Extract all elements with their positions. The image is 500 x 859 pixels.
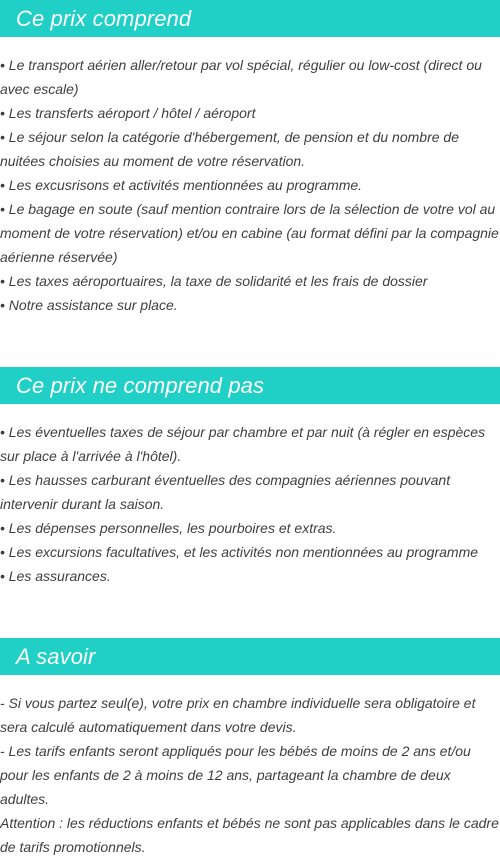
list-item: Attention : les réductions enfants et bébés ne sont pas applicables dans le cadre de tarifs promotionnels. (0, 815, 499, 855)
list-item: - Si vous partez seul(e), votre prix en chambre individuelle sera obligatoire et sera calculé automatiquement dans votre devis. (0, 695, 476, 735)
list-item: • Le séjour selon la catégorie d'hébergement, de pension et du nombre de nuitées choisies au moment de votre réservation. (0, 129, 459, 169)
list-item: • Les excursions facultatives, et les activités non mentionnées au programme (0, 544, 479, 560)
section-header-included (0, 0, 500, 37)
list-item: • Les dépenses personnelles, les pourboires et extras. (0, 520, 337, 536)
section-title-not-included: Ce prix ne comprend pas (16, 372, 265, 398)
list-item: • Les hausses carburant éventuelles des compagnies aériennes pouvant intervenir durant la saison. (0, 472, 451, 512)
section-title-included: Ce prix comprend (16, 5, 192, 31)
section-header-good-to-know (0, 638, 500, 675)
list-item: • Les taxes aéroportuaires, la taxe de solidarité et les frais de dossier (0, 273, 428, 289)
list-item: • Le bagage en soute (sauf mention contraire lors de la sélection de votre vol au moment de votre réservation) et/ou en cabine (au format défini par la compagnie aérienne réservée) (0, 201, 499, 265)
section-body-not-included (0, 420, 500, 588)
section-body-included (0, 53, 500, 317)
list-item: - Les tarifs enfants seront appliqués pour les bébés de moins de 2 ans et/ou pour les enfants de 2 à moins de 12 ans, partageant la chambre de deux adultes. (0, 743, 471, 807)
list-item: • Notre assistance sur place. (0, 297, 178, 313)
section-body-good-to-know (0, 691, 500, 859)
list-item: • Les excusrisons et activités mentionnées au programme. (0, 177, 363, 193)
section-title-good-to-know: A savoir (16, 643, 96, 669)
list-item: • Les transferts aéroport / hôtel / aéroport (0, 105, 256, 121)
list-item: • Les assurances. (0, 568, 111, 584)
list-item: • Les éventuelles taxes de séjour par chambre et par nuit (à régler en espèces sur place à l'arrivée à l'hôtel). (0, 424, 486, 464)
list-item: • Le transport aérien aller/retour par vol spécial, régulier ou low-cost (direct ou avec escale) (0, 57, 482, 97)
section-header-not-included (0, 367, 500, 404)
